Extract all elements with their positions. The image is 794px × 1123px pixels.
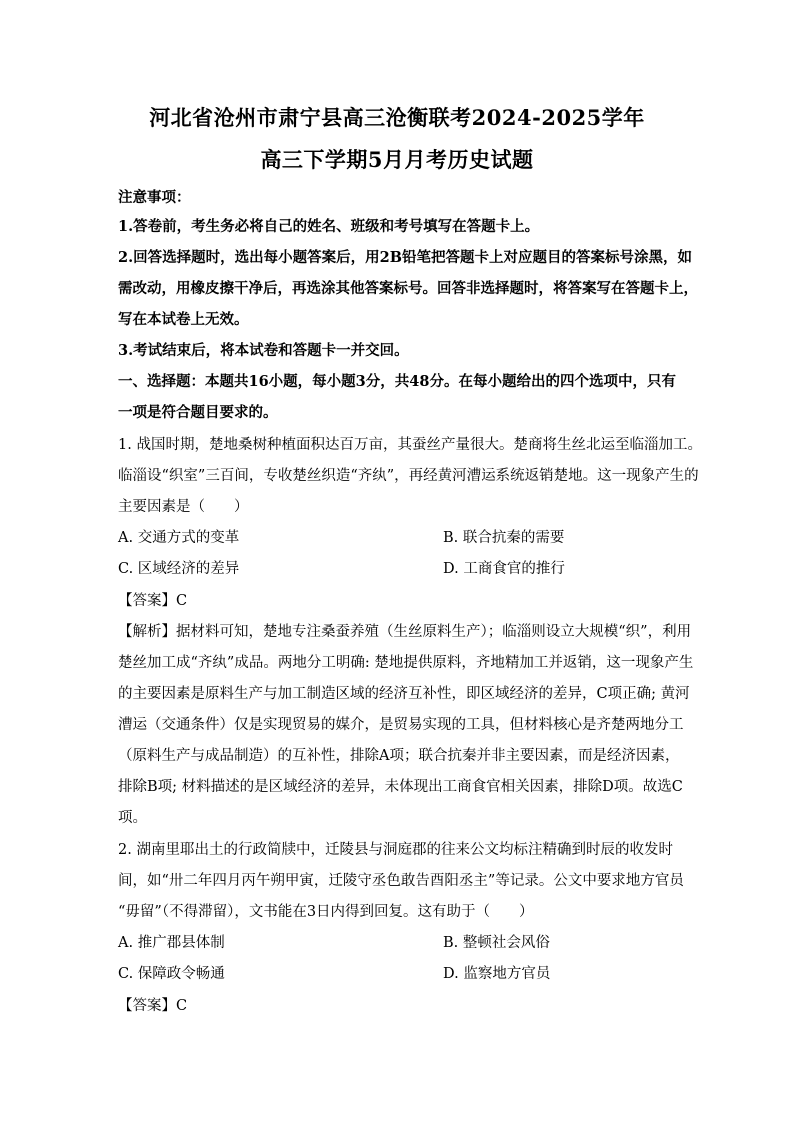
question-1-line2: 临淄设“织室”三百间，专收楚丝织造“齐纨”，再经黄河漕运系统返销楚地。这一现象产生的 — [118, 468, 699, 484]
question-2-option-a: A. 推广郡县体制 — [118, 935, 225, 951]
question-2-option-c: C. 保障政令畅通 — [118, 966, 225, 982]
question-2-option-b: B. 整顿社会风俗 — [443, 935, 550, 951]
notice-item-3: 3.考试结束后，将本试卷和答题卡一并交回。 — [118, 342, 409, 359]
question-2-line3: “毋留”（不得滞留），文书能在3日内得到回复。这有助于（ ） — [118, 904, 534, 920]
question-1-analysis-line: 的主要因素是原料生产与加工制造区域的经济互补性，即区域经济的差异，C项正确; 黄河 — [118, 686, 690, 702]
question-1-line3: 主要因素是（ ） — [118, 499, 249, 515]
notice-item-1: 1.答卷前，考生务必将自己的姓名、班级和考号填写在答题卡上。 — [118, 218, 540, 235]
notice-item-2-line1: 2.回答选择题时，选出每小题答案后，用2B铅笔把答题卡上对应题目的答案标号涂黑，如 — [118, 249, 692, 266]
section-heading-line1: 一、选择题：本题共16小题，每小题3分，共48分。在每小题给出的四个选项中，只有 — [118, 373, 676, 390]
question-1-answer: 【答案】C — [118, 593, 188, 609]
section-heading-line2: 一项是符合题目要求的。 — [118, 404, 278, 421]
question-1-option-d: D. 工商食官的推行 — [443, 561, 565, 577]
question-1-analysis-line: 漕运（交通条件）仅是实现贸易的媒介，是贸易实现的工具，但材料核心是齐楚两地分工 — [118, 717, 684, 733]
question-1-option-a: A. 交通方式的变革 — [118, 530, 240, 546]
notice-item-2-line3: 写在本试卷上无效。 — [118, 311, 249, 328]
exam-title-line2: 高三下学期5月月考历史试题 — [260, 147, 534, 172]
question-1-option-b: B. 联合抗秦的需要 — [443, 530, 565, 546]
question-1-option-c: C. 区域经济的差异 — [118, 561, 240, 577]
notice-item-2-line2: 需改动，用橡皮擦干净后，再选涂其他答案标号。回答非选择题时，将答案写在答题卡上， — [118, 280, 698, 297]
question-1-analysis-line: （原料生产与成品制造）的互补性，排除A项；联合抗秦并非主要因素，而是经济因素， — [118, 748, 680, 764]
question-1-analysis-line: 楚丝加工成“齐纨”成品。两地分工明确: 楚地提供原料，齐地精加工并返销，这一现象产生 — [118, 655, 694, 671]
question-1-line1: 1. 战国时期，楚地桑树种植面积达百万亩，其蚕丝产量很大。楚商将生丝北运至临淄加工。 — [118, 437, 702, 453]
question-2-line2: 间，如“卅二年四月丙午朔甲寅，迁陵守丞色敢告酉阳丞主”等记录。公文中要求地方官员 — [118, 873, 684, 889]
question-2-answer: 【答案】C — [118, 998, 188, 1014]
exam-title-line1: 河北省沧州市肃宁县高三沧衡联考2024-2025学年 — [149, 105, 645, 130]
question-1-analysis-line: 项。 — [118, 810, 147, 826]
question-1-analysis-line: 排除B项; 材料描述的是区域经济的差异，未体现出工商食官相关因素，排除D项。故选C — [118, 779, 683, 795]
question-2-option-d: D. 监察地方官员 — [443, 966, 551, 982]
question-1-analysis-line: 【解析】据材料可知，楚地专注桑蚕养殖（生丝原料生产）；临淄则设立大规模“织”，利用 — [118, 624, 692, 640]
question-2-line1: 2. 湖南里耶出土的行政简牍中，迁陵县与洞庭郡的往来公文均标注精确到时辰的收发时 — [118, 842, 673, 858]
notice-heading: 注意事项： — [118, 189, 191, 206]
